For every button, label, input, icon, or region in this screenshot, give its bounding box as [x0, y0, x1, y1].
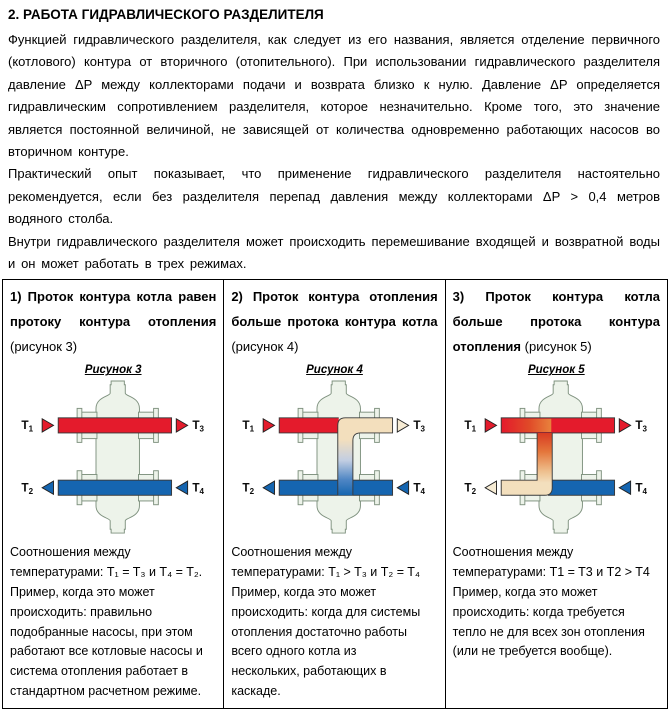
- separator-diagram-heating-greater: [232, 380, 436, 535]
- page-title: 2. РАБОТА ГИДРАВЛИЧЕСКОГО РАЗДЕЛИТЕЛЯ: [8, 7, 324, 22]
- return-pipe: [549, 481, 615, 496]
- pipe-label-t3: $T_3$: [192, 418, 205, 434]
- relation-example: Пример, когда это может происходить: когда требуется тепло не для всех зон отопления (или не требуется вообще).: [452, 585, 645, 659]
- relation-formula: T1 = T3 и T2 > T4: [549, 565, 650, 580]
- diagram-wrap: [231, 380, 437, 535]
- cell-description: [10, 543, 216, 701]
- cell-heading-note: (рисунок 4): [231, 339, 299, 355]
- vessel-body: [96, 381, 139, 533]
- cell-description: [231, 543, 437, 701]
- pipe-label-t2: $T_2$: [464, 480, 477, 497]
- doc-paragraph: Функцией гидравлического разделителя, как следует из его названия, является отделение первичного (котлового) контура от вторичного (отопительного). При использовании гидравлического разделителя давление ΔP между коллекторами подачи и возврата близко к нулю. Давление ΔP определяется гидравлическим сопротивлением разделителя, которое незначительно. Кроме того, это значение является постоянной величиной, не зависящей от количества одновременно работающих насосов во вторичном контуре.: [8, 32, 660, 160]
- pipe-label-t3: $T_3$: [413, 418, 426, 434]
- pipe-label-t1: $T_1$: [21, 418, 34, 434]
- diagram-wrap: [453, 380, 660, 535]
- flow-arrow-t4: [398, 482, 409, 495]
- flow-arrow-t3: [398, 419, 409, 432]
- return-pipe: [280, 481, 393, 496]
- flow-arrow-t1: [264, 419, 275, 432]
- table-cell-mode-2: [224, 280, 445, 707]
- pipe-label-t3: $T_3$: [635, 418, 648, 434]
- flow-arrow-t3: [620, 419, 631, 432]
- supply-pipe: [280, 418, 340, 433]
- separator-diagram-equal-flow: [11, 380, 215, 535]
- cell-heading: [231, 284, 437, 359]
- document-section: [0, 0, 670, 277]
- pipe-label-t4: $T_4$: [413, 480, 426, 497]
- supply-pipe: [58, 418, 171, 433]
- flow-arrow-t2: [42, 482, 53, 495]
- relation-intro: Соотношения между температурами:: [452, 545, 574, 580]
- doc-paragraph: Практический опыт показывает, что применение гидравлического разделителя настоятельно рекомендуется, если без разделителя перепад давления между коллекторами ΔP > 0,4 метров водяного столба.: [8, 166, 660, 227]
- cell-heading: [10, 284, 216, 359]
- supply-mixing-zone: [502, 419, 551, 432]
- cell-heading-text: 2) Проток контура отопления больше протока контура котла: [231, 289, 438, 330]
- figure-caption: Рисунок 4: [306, 364, 363, 377]
- return-pipe: [58, 481, 171, 496]
- relation-example: Пример, когда это может происходить: правильно подобранные насосы, при этом работают все котловые насосы и система отопления работает в стандартном расчетном режиме.: [10, 585, 203, 699]
- relation-formula: T₁ = T₃ и T₄ = T₂.: [106, 565, 203, 580]
- flow-arrow-t3: [176, 419, 187, 432]
- separator-diagram-boiler-greater: [454, 380, 658, 535]
- flow-arrow-t2: [485, 482, 496, 495]
- pipe-label-t1: $T_1$: [242, 418, 255, 434]
- relation-formula: T₁ > T₃ и T₂ = T₄: [328, 565, 421, 580]
- relation-intro: Соотношения между температурами:: [231, 545, 352, 580]
- flow-arrow-t2: [264, 482, 275, 495]
- pipe-label-t1: $T_1$: [464, 418, 477, 434]
- cell-heading-note: (рисунок 5): [524, 339, 592, 355]
- cell-heading: [453, 284, 660, 359]
- figure-caption: Рисунок 3: [84, 364, 142, 377]
- pipe-label-t4: $T_4$: [192, 480, 205, 497]
- relation-example: Пример, когда это может происходить: когда для системы отопления достаточно работы всего одного котла из нескольких, работающих в каскаде.: [231, 585, 421, 699]
- pipe-label-t2: $T_2$: [21, 480, 34, 497]
- cell-heading-text: 1) Проток контура котла равен протоку контура отопления: [10, 289, 217, 330]
- diagram-wrap: [10, 380, 216, 535]
- figure-caption: Рисунок 5: [527, 364, 585, 377]
- mixing-drop-pipe: [502, 433, 553, 495]
- cell-heading-note: (рисунок 3): [10, 339, 78, 355]
- modes-table: [2, 279, 668, 708]
- flow-arrow-t4: [620, 482, 631, 495]
- cell-description: [453, 543, 660, 662]
- table-cell-mode-1: [3, 280, 224, 707]
- table-cell-mode-3: [446, 280, 667, 707]
- flow-arrow-t1: [42, 419, 53, 432]
- flow-arrow-t1: [485, 419, 496, 432]
- pipe-label-t4: $T_4$: [635, 480, 648, 497]
- relation-intro: Соотношения между температурами:: [10, 545, 131, 580]
- cell-heading-text: 3) Проток контура котла больше протока контура отопления: [452, 289, 660, 355]
- doc-paragraph: Внутри гидравлического разделителя может происходить перемешивание входящей и возвратной воды и он может работать в трех режимах.: [8, 233, 660, 272]
- flow-arrow-t4: [176, 482, 187, 495]
- pipe-label-t2: $T_2$: [242, 480, 255, 497]
